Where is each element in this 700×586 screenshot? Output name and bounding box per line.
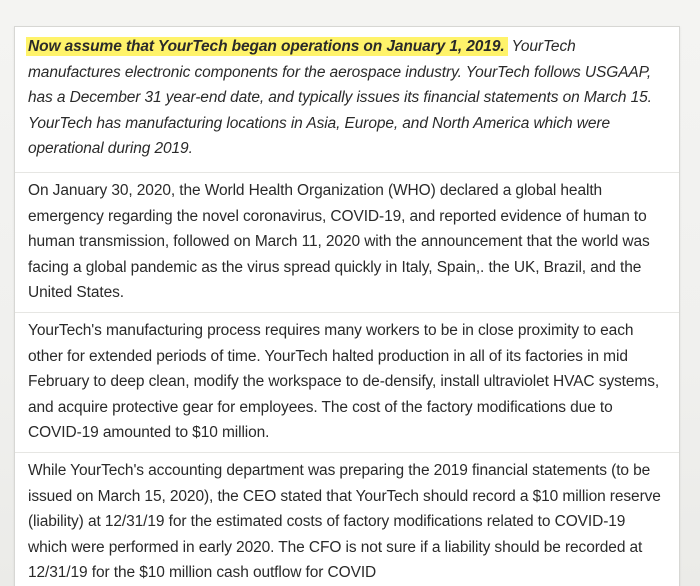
who-paragraph: On January 30, 2020, the World Health Organization (WHO) declared a global health emergency regarding the novel coronavirus, COVID-19, and reported evidence of human to human transmission, followed on March 11, 2020 with the announcement that the world was facing a global pandemic as the virus spread quickly in Italy, Spain,. the UK, Brazil, and the United States. [28,182,650,301]
manufacturing-paragraph: YourTech's manufacturing process requires many workers to be in close proximity to each other for extended periods of time. YourTech halted production in all of its factories in mid February to deep clean, modify the workspace to de-densify, install ultraviolet HVAC systems, and acquire protective gear for employees. The cost of the factory modifications due to COVID-19 amounted to $10 million. [28,322,660,441]
accounting-paragraph: While YourTech's accounting department was preparing the 2019 financial statements (to be issued on March 15, 2020), the CEO stated that YourTech should record a $10 million reserve (liability) at 12/31/19 for the estimated costs of factory modifications related to COVID-19 which were performed in early 2020. The CFO is not sure if a liability should be recorded at 12/31/19 for the $10 million cash outflow for COVID [28,462,661,581]
highlighted-sentence: Now assume that YourTech began operations on January 1, 2019. [26,37,508,56]
paragraph-divider [15,172,679,173]
paragraph-divider [15,452,679,453]
intro-text: YourTech manufactures electronic components for the aerospace industry. YourTech follows USGAAP, has a December 31 year-end date, and typically issues its financial statements on March 15. YourTech has manufacturing locations in Asia, Europe, and North America which were operational during 2019. [28,38,652,157]
paragraph-divider [15,312,679,313]
intro-paragraph [28,34,668,162]
document-card [14,26,680,586]
